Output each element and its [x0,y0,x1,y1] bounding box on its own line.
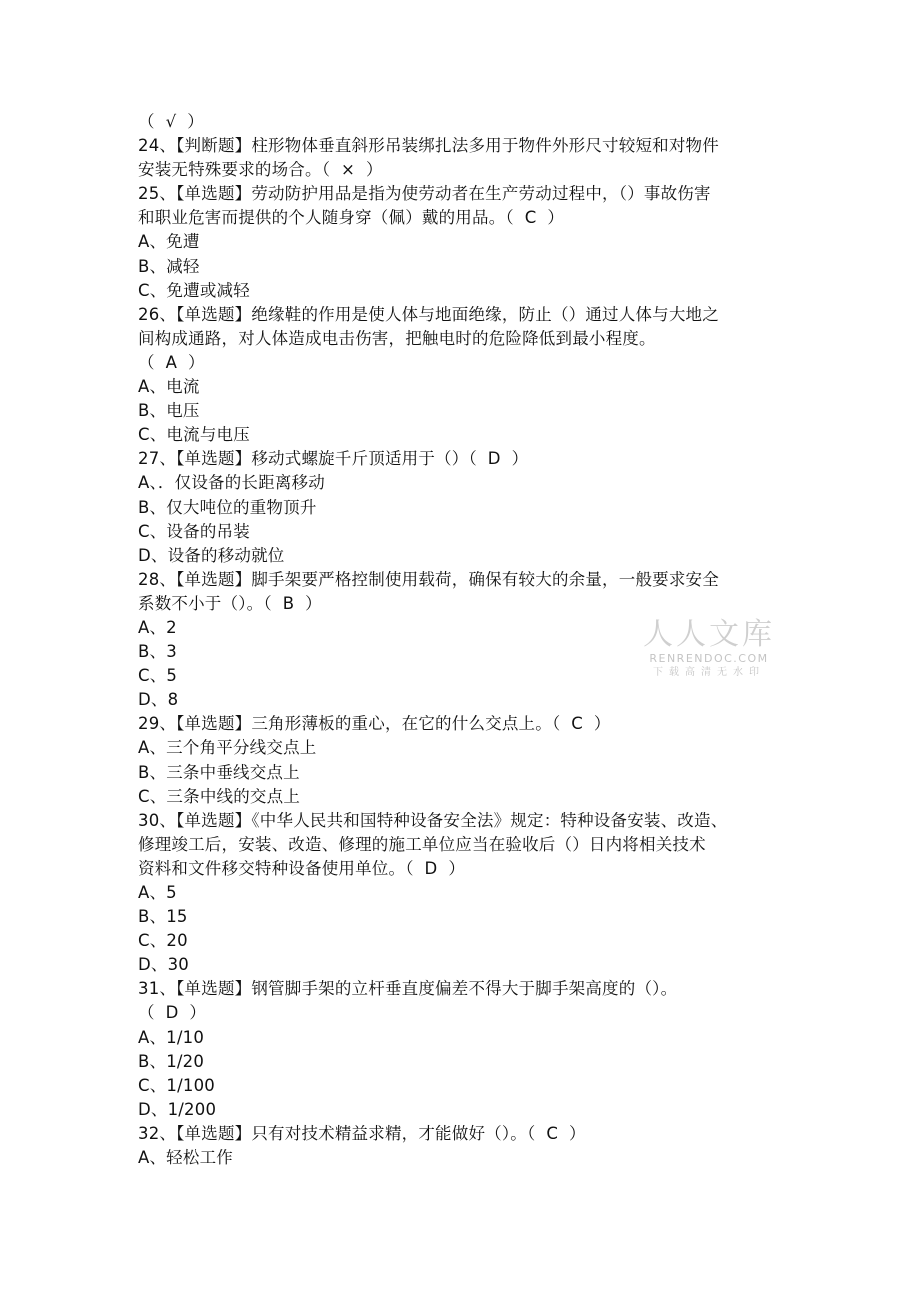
text-line: D、1/200 [138,1099,217,1119]
text-line: 31、【单选题】钢管脚手架的立杆垂直度偏差不得大于脚手架高度的（）。 [138,979,678,999]
text-line: A、三个角平分线交点上 [138,738,317,758]
text-line: B、电压 [138,401,200,421]
text-line: 26、【单选题】绝缘鞋的作用是使人体与地面绝缘，防止（）通过人体与大地之 [138,304,719,324]
text-line: （ √ ） [138,112,204,131]
text-line: 30、【单选题】《中华人民共和国特种设备安全法》规定：特种设备安装、改造、 [138,810,728,830]
text-line: A、5 [138,883,177,902]
text-line: 24、【判断题】柱形物体垂直斜形吊装绑扎法多用于物件外形尺寸较短和对物件 [138,136,719,156]
text-line: A、．仅设备的长距离移动 [138,473,325,493]
text-line: 系数不小于（）。（ B ） [138,593,322,613]
text-line: D、设备的移动就位 [138,545,285,565]
watermark-url: RENRENDOC.COM [649,652,769,665]
text-line: 安装无特殊要求的场合。（ × ） [138,160,383,180]
text-line: 27、【单选题】移动式螺旋千斤顶适用于（）（ D ） [138,449,529,469]
text-line: B、减轻 [138,256,200,276]
text-line: C、20 [138,931,188,951]
text-line: D、30 [138,955,190,975]
watermark-title: 人人文库 [643,617,775,652]
text-line: 32、【单选题】只有对技术精益求精，才能做好（）。（ C ） [138,1123,586,1143]
text-line: B、3 [138,642,177,662]
text-line: 间构成通路，对人体造成电击伤害，把触电时的危险降低到最小程度。 [138,328,656,348]
text-line: C、三条中线的交点上 [138,786,301,806]
text-line: B、15 [138,907,188,927]
text-line: C、电流与电压 [138,425,250,445]
text-line: A、免遭 [138,232,200,252]
text-line: B、仅大吨位的重物顶升 [138,497,317,517]
text-line: A、电流 [138,377,200,397]
text-line: B、1/20 [138,1051,205,1071]
text-line: 28、【单选题】脚手架要严格控制使用载荷，确保有较大的余量，一般要求安全 [138,569,719,589]
document-body [138,110,788,1170]
text-line: （ A ） [138,352,205,372]
text-line: C、设备的吊装 [138,521,250,541]
text-line: 和职业危害而提供的个人随身穿（佩）戴的用品。（ C ） [138,208,565,228]
text-line: 修理竣工后，安装、改造、修理的施工单位应当在验收后（）日内将相关技术 [138,834,706,854]
watermark-tagline: 下载高清无水印 [653,667,765,678]
text-line: C、1/100 [138,1075,215,1095]
text-line: （ D ） [138,1003,207,1023]
text-line: A、1/10 [138,1027,205,1047]
text-line: B、三条中垂线交点上 [138,762,300,782]
text-line: A、2 [138,617,177,637]
text-line: A、轻松工作 [138,1148,233,1168]
text-line: C、5 [138,666,178,686]
text-line: 资料和文件移交特种设备使用单位。（ D ） [138,858,466,878]
text-line: 25、【单选题】劳动防护用品是指为使劳动者在生产劳动过程中，（）事故伤害 [138,184,711,204]
text-line: D、8 [138,690,179,710]
text-line: C、免遭或减轻 [138,280,250,300]
text-line: 29、【单选题】三角形薄板的重心，在它的什么交点上。（ C ） [138,714,611,734]
